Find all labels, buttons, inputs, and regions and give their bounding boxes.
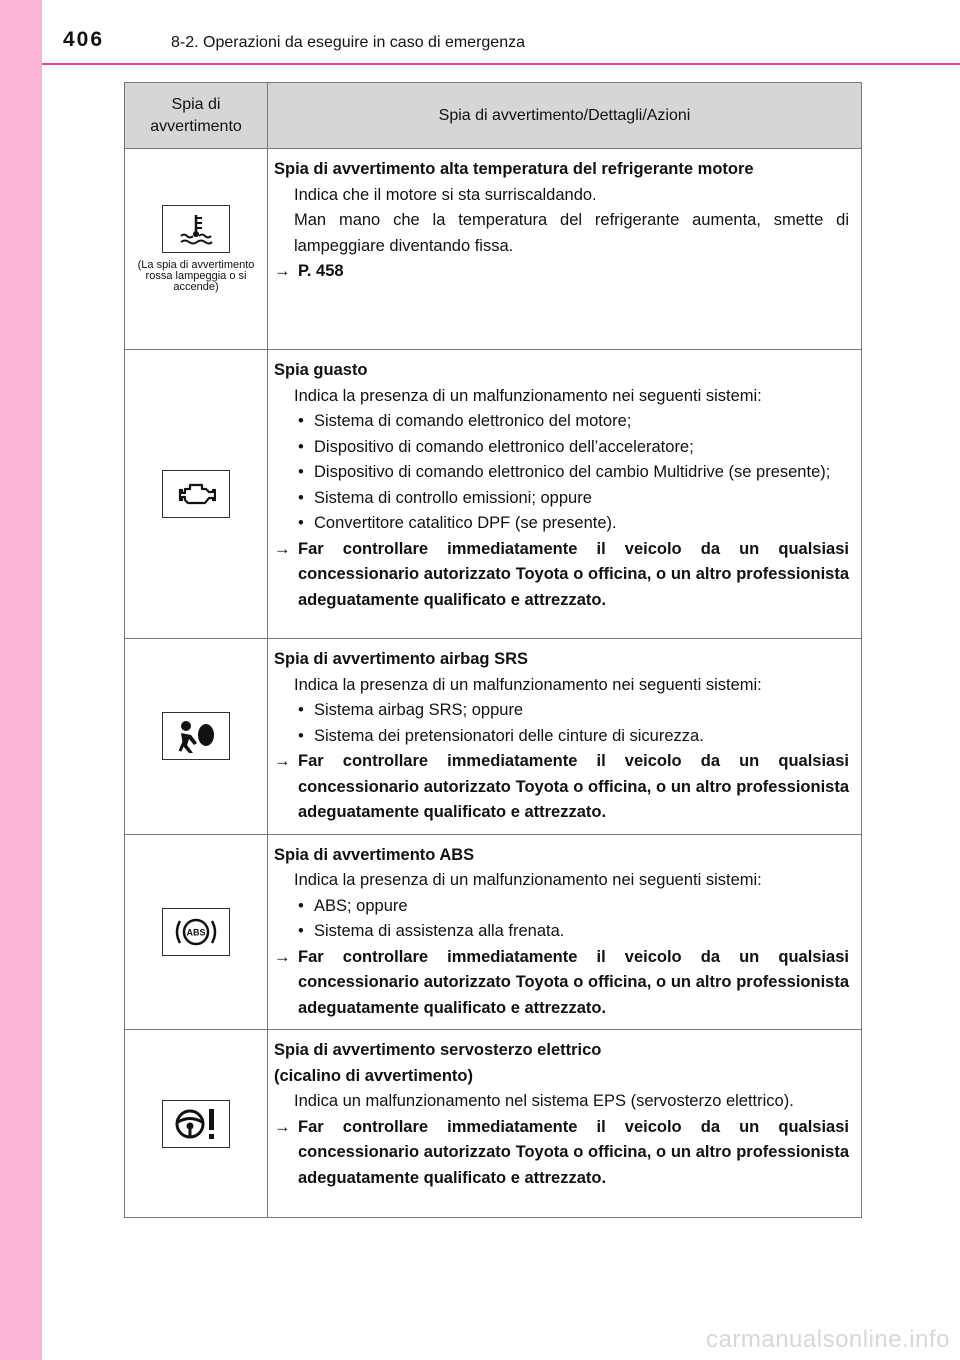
icon-cell xyxy=(125,639,268,835)
row-title: Spia di avvertimento alta temperatura del refrigerante motore xyxy=(274,160,754,178)
details-cell xyxy=(268,834,862,1030)
watermark: carmanualsonline.info xyxy=(706,1326,950,1353)
row-body-line: Man mano che la temperatura del refrigerante aumenta, smette di lampeggiare diventando fissa. xyxy=(294,211,849,255)
list-item: • Sistema dei pretensionatori delle cinture di sicurezza. xyxy=(294,724,849,750)
action-text: Far controllare immediatamente il veicolo da un qualsiasi concessionario autorizzato Toyota o officina, o un altro professionista adeguatamente qualificato e attrezzato. xyxy=(298,539,849,609)
action-instruction xyxy=(274,1115,849,1192)
row-title: Spia guasto xyxy=(274,361,368,379)
page-number: 406 xyxy=(63,28,105,51)
table-row xyxy=(125,834,862,1030)
row-body-line: Indica la presenza di un malfunzionamento nei seguenti sistemi: xyxy=(294,386,762,405)
icon-frame xyxy=(162,205,230,253)
arrow-icon: → xyxy=(274,262,291,280)
icon-cell xyxy=(125,350,268,639)
details-cell xyxy=(268,350,862,639)
action-text: Far controllare immediatamente il veicolo da un qualsiasi concessionario autorizzato Toyota o officina, o un altro professionista adeguatamente qualificato e attrezzato. xyxy=(298,1117,849,1187)
action-text: Far controllare immediatamente il veicolo da un qualsiasi concessionario autorizzato Toyota o officina, o un altro professionista adeguatamente qualificato e attrezzato. xyxy=(298,752,849,821)
icon-frame xyxy=(162,470,230,518)
row-body-line: Indica la presenza di un malfunzionamento nei seguenti sistemi: xyxy=(294,871,762,889)
icon-cell xyxy=(125,834,268,1030)
abs-icon xyxy=(174,915,218,949)
list-item: • Sistema di assistenza alla frenata. xyxy=(294,919,849,945)
bullet-list xyxy=(274,409,849,537)
bullet-list xyxy=(274,894,849,945)
details-cell xyxy=(268,1030,862,1218)
list-item: • Dispositivo di comando elettronico del cambio Multidrive (se presente); xyxy=(294,460,849,486)
section-title: 8-2. Operazioni da eseguire in caso di emergenza xyxy=(171,34,525,51)
page-reference-link[interactable]: P. 458 xyxy=(298,262,344,280)
row-body-line: Indica la presenza di un malfunzionamento nei seguenti sistemi: xyxy=(294,675,762,694)
column-header-light: Spia di avvertimento xyxy=(125,83,268,149)
table-row xyxy=(125,639,862,835)
table-header-row xyxy=(125,83,862,149)
arrow-icon: → xyxy=(274,752,291,770)
power-steering-icon xyxy=(174,1106,218,1142)
list-item: • Sistema airbag SRS; oppure xyxy=(294,698,849,724)
abs-icon-label: ABS xyxy=(186,927,206,938)
list-item: • Dispositivo di comando elettronico dell’acceleratore; xyxy=(294,435,849,461)
action-text: Far controllare immediatamente il veicolo da un qualsiasi concessionario autorizzato Toyota o officina, o un altro professionista adeguatamente qualificato e attrezzato. xyxy=(298,947,849,1017)
coolant-temperature-icon xyxy=(179,213,213,245)
page-reference xyxy=(274,259,849,285)
icon-frame xyxy=(162,1100,230,1148)
table-row xyxy=(125,1030,862,1218)
arrow-icon: → xyxy=(274,1117,291,1136)
action-instruction xyxy=(274,537,849,614)
icon-cell xyxy=(125,149,268,350)
column-header-details: Spia di avvertimento/Dettagli/Azioni xyxy=(268,83,862,149)
details-cell xyxy=(268,639,862,835)
icon-caption: (La spia di avvertimento rossa lampeggia o si accende) xyxy=(137,259,255,293)
row-title: Spia di avvertimento ABS xyxy=(274,845,475,864)
list-item: • Sistema di comando elettronico del motore; xyxy=(294,409,849,435)
list-item: • Sistema di controllo emissioni; oppure xyxy=(294,486,849,512)
arrow-icon: → xyxy=(274,539,291,558)
sidebar-color-bar xyxy=(0,0,42,1360)
icon-frame xyxy=(162,908,230,956)
list-item: • ABS; oppure xyxy=(294,894,849,920)
row-subtitle: (cicalino di avvertimento) xyxy=(274,1066,473,1085)
row-body-line: Indica che il motore si sta surriscaldando. xyxy=(294,185,597,204)
action-instruction xyxy=(274,749,849,826)
bullet-list xyxy=(274,698,849,749)
list-item: • Convertitore catalitico DPF (se presente). xyxy=(294,511,849,537)
header-divider xyxy=(42,63,960,65)
airbag-icon xyxy=(176,718,216,754)
icon-frame xyxy=(162,712,230,760)
engine-malfunction-icon xyxy=(176,480,216,508)
row-title: Spia di avvertimento airbag SRS xyxy=(274,650,528,668)
row-body-line: Indica un malfunzionamento nel sistema EPS (servosterzo elettrico). xyxy=(294,1092,794,1110)
details-cell xyxy=(268,149,862,350)
icon-cell xyxy=(125,1030,268,1218)
row-title: Spia di avvertimento servosterzo elettrico xyxy=(274,1041,602,1059)
arrow-icon: → xyxy=(274,947,291,966)
table-row xyxy=(125,350,862,639)
warning-lights-table xyxy=(124,82,862,1218)
action-instruction xyxy=(274,945,849,1022)
table-row xyxy=(125,149,862,350)
